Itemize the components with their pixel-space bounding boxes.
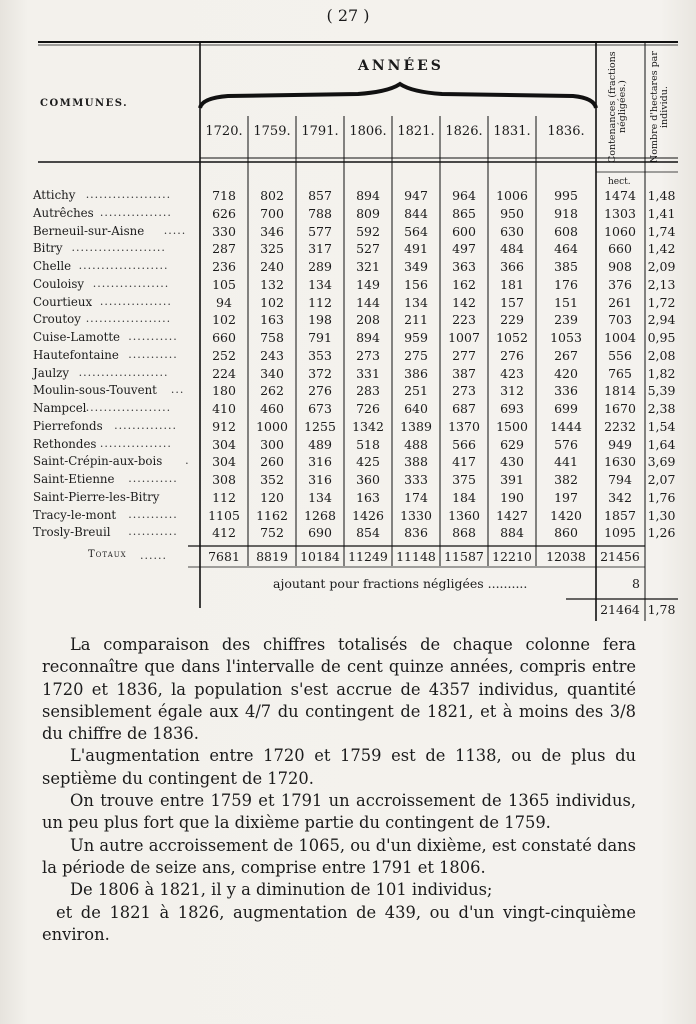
population-cell: 868 bbox=[452, 525, 476, 541]
population-cell: 252 bbox=[212, 347, 236, 363]
population-cell: 105 bbox=[212, 276, 236, 292]
leader-dots: ...... bbox=[140, 549, 167, 562]
population-cell: 491 bbox=[404, 241, 428, 257]
commune-name: Bitry bbox=[33, 241, 63, 256]
ratio-cell: 0,95 bbox=[647, 330, 676, 345]
population-cell: 184 bbox=[452, 489, 476, 505]
population-cell: 134 bbox=[308, 489, 332, 505]
table-row bbox=[28, 188, 678, 204]
population-cell: 251 bbox=[404, 383, 428, 399]
ratio-cell: 1,42 bbox=[647, 241, 676, 257]
population-cell: 959 bbox=[404, 330, 428, 345]
population-cell: 700 bbox=[260, 205, 284, 221]
population-cell: 156 bbox=[404, 276, 428, 292]
header-communes: COMMUNES. bbox=[40, 98, 129, 109]
totals-row bbox=[28, 549, 678, 565]
population-cell: 497 bbox=[452, 241, 476, 257]
population-cell: 884 bbox=[500, 525, 524, 541]
population-cell: 791 bbox=[308, 330, 332, 345]
grand-total-contenance: 21464 bbox=[600, 602, 640, 617]
population-cell: 1006 bbox=[496, 188, 528, 203]
commune-name: Chelle bbox=[33, 259, 72, 273]
leader-dots: .............. bbox=[114, 418, 178, 432]
ratio-cell: 2,09 bbox=[647, 259, 676, 274]
body-text bbox=[42, 634, 636, 946]
population-cell: 336 bbox=[554, 383, 578, 399]
population-cell: 340 bbox=[260, 365, 284, 381]
population-cell: 276 bbox=[308, 383, 332, 399]
year-1826: 1826. bbox=[445, 124, 483, 139]
leader-dots: ........... bbox=[128, 507, 178, 521]
commune-name: Jaulzy bbox=[33, 365, 70, 380]
header-contenances: Contenances (fractions négligées.) bbox=[607, 51, 628, 163]
population-cell: 316 bbox=[308, 454, 332, 470]
table-row bbox=[28, 366, 678, 382]
population-cell: 180 bbox=[212, 383, 236, 399]
ratio-cell: 2,08 bbox=[647, 347, 676, 363]
ratio-cell: 2,38 bbox=[647, 401, 676, 416]
commune-name: Hautefontaine bbox=[33, 347, 119, 362]
population-cell: 626 bbox=[212, 205, 236, 221]
population-cell: 349 bbox=[404, 259, 428, 274]
population-cell: 239 bbox=[554, 312, 578, 328]
population-cell: 243 bbox=[260, 347, 284, 363]
population-cell: 120 bbox=[260, 489, 284, 505]
population-cell: 1426 bbox=[352, 507, 384, 523]
contenance-cell: 261 bbox=[608, 294, 632, 310]
population-cell: 964 bbox=[452, 188, 476, 203]
grand-total-ratio: 1,78 bbox=[647, 602, 676, 617]
commune-name: Saint-Etienne bbox=[33, 472, 115, 486]
population-cell: 564 bbox=[404, 223, 428, 239]
ratio-cell: 1,72 bbox=[647, 294, 676, 310]
population-cell: 857 bbox=[308, 188, 332, 203]
population-cell: 527 bbox=[356, 241, 380, 257]
leader-dots: ................ bbox=[99, 436, 172, 450]
totals-label: Totaux bbox=[88, 549, 127, 560]
population-cell: 484 bbox=[500, 241, 524, 257]
ratio-cell: 1,54 bbox=[647, 418, 676, 434]
leader-dots: ................... bbox=[85, 312, 172, 326]
table-row bbox=[28, 330, 678, 346]
population-cell: 162 bbox=[452, 276, 476, 292]
contenance-cell: 1630 bbox=[604, 454, 636, 470]
population-cell: 918 bbox=[554, 205, 578, 221]
page-number: ( 27 ) bbox=[326, 6, 370, 25]
total-1831: 12210 bbox=[492, 549, 532, 564]
population-cell: 283 bbox=[356, 383, 380, 399]
population-cell: 1389 bbox=[400, 418, 432, 434]
population-cell: 488 bbox=[404, 436, 428, 452]
total-1821: 11148 bbox=[396, 549, 436, 564]
population-cell: 673 bbox=[308, 401, 332, 416]
population-cell: 726 bbox=[356, 401, 380, 416]
population-cell: 660 bbox=[212, 330, 236, 345]
contenance-cell: 1303 bbox=[604, 205, 636, 221]
ratio-cell: 1,26 bbox=[647, 525, 676, 541]
population-cell: 860 bbox=[554, 525, 578, 541]
leader-dots: ........... bbox=[128, 330, 178, 343]
population-cell: 366 bbox=[500, 259, 524, 274]
population-cell: 197 bbox=[554, 489, 578, 505]
ratio-cell: 1,30 bbox=[647, 507, 676, 523]
population-cell: 208 bbox=[356, 312, 380, 328]
population-cell: 132 bbox=[260, 276, 284, 292]
population-cell: 854 bbox=[356, 525, 380, 541]
population-cell: 412 bbox=[212, 525, 236, 541]
population-cell: 372 bbox=[308, 365, 332, 381]
population-cell: 592 bbox=[356, 223, 380, 239]
population-cell: 330 bbox=[212, 223, 236, 239]
population-cell: 262 bbox=[260, 383, 284, 399]
population-cell: 950 bbox=[500, 205, 524, 221]
population-cell: 163 bbox=[356, 489, 380, 505]
population-cell: 425 bbox=[356, 454, 380, 470]
population-cell: 1427 bbox=[496, 507, 528, 523]
contenance-cell: 556 bbox=[608, 347, 632, 363]
year-1720: 1720. bbox=[205, 124, 243, 139]
table-row bbox=[28, 206, 678, 222]
table-row bbox=[28, 437, 678, 453]
contenance-cell: 1095 bbox=[604, 525, 636, 541]
population-cell: 312 bbox=[500, 383, 524, 399]
total-1759: 8819 bbox=[256, 549, 288, 564]
population-cell: 410 bbox=[212, 401, 236, 416]
population-cell: 163 bbox=[260, 312, 284, 328]
leader-dots: ..... bbox=[163, 223, 187, 237]
population-cell: 273 bbox=[356, 347, 380, 363]
population-cell: 229 bbox=[500, 312, 524, 328]
year-1759: 1759. bbox=[253, 124, 291, 139]
population-cell: 995 bbox=[554, 188, 578, 203]
population-cell: 1268 bbox=[304, 507, 336, 523]
unit-hect: hect. bbox=[608, 177, 631, 187]
contenance-cell: 908 bbox=[608, 259, 632, 274]
year-1821: 1821. bbox=[397, 124, 435, 139]
table-row bbox=[28, 295, 678, 311]
population-cell: 112 bbox=[308, 294, 332, 310]
population-cell: 788 bbox=[308, 205, 332, 221]
population-cell: 102 bbox=[260, 294, 284, 310]
contenance-cell: 1670 bbox=[604, 401, 636, 416]
population-cell: 387 bbox=[452, 365, 476, 381]
population-cell: 316 bbox=[308, 472, 332, 487]
population-cell: 382 bbox=[554, 472, 578, 487]
population-cell: 699 bbox=[554, 401, 578, 416]
commune-name: Courtieux bbox=[33, 294, 93, 309]
population-cell: 224 bbox=[212, 365, 236, 381]
table-row bbox=[28, 241, 678, 257]
population-cell: 181 bbox=[500, 276, 524, 292]
ratio-cell: 1,74 bbox=[647, 223, 676, 239]
contenance-cell: 342 bbox=[608, 489, 632, 505]
ratio-cell: 2,13 bbox=[647, 276, 676, 292]
population-cell: 352 bbox=[260, 472, 284, 487]
commune-name: Saint-Pierre-les-Bitry bbox=[33, 489, 160, 504]
population-cell: 600 bbox=[452, 223, 476, 239]
ajout-value: 8 bbox=[632, 576, 640, 591]
population-cell: 287 bbox=[212, 241, 236, 257]
paragraph: Un autre accroissement de 1065, ou d'un dixième, est constaté dans la période de seize ans, comprise entre 1791 et 1806. bbox=[42, 835, 636, 877]
population-cell: 577 bbox=[308, 223, 332, 239]
leader-dots: ........... bbox=[128, 472, 178, 485]
commune-name: Trosly-Breuil bbox=[33, 525, 111, 540]
total-1791: 10184 bbox=[300, 549, 340, 564]
table-row bbox=[28, 312, 678, 328]
table-row bbox=[28, 419, 678, 435]
population-cell: 198 bbox=[308, 312, 332, 328]
total-1826: 11587 bbox=[444, 549, 484, 564]
population-cell: 1052 bbox=[496, 330, 528, 345]
population-cell: 693 bbox=[500, 401, 524, 416]
commune-name: Cuise-Lamotte bbox=[33, 330, 121, 344]
population-cell: 375 bbox=[452, 472, 476, 487]
population-cell: 289 bbox=[308, 259, 332, 274]
population-cell: 718 bbox=[212, 188, 236, 203]
population-cell: 802 bbox=[260, 188, 284, 203]
population-cell: 1370 bbox=[448, 418, 480, 434]
table-row bbox=[28, 525, 678, 541]
table-row bbox=[28, 348, 678, 364]
ratio-cell: 3,69 bbox=[647, 454, 676, 470]
population-cell: 276 bbox=[500, 347, 524, 363]
population-cell: 134 bbox=[308, 276, 332, 292]
population-cell: 1444 bbox=[550, 418, 582, 434]
population-cell: 836 bbox=[404, 525, 428, 541]
population-cell: 174 bbox=[404, 489, 428, 505]
population-cell: 420 bbox=[554, 365, 578, 381]
population-cell: 223 bbox=[452, 312, 476, 328]
population-cell: 894 bbox=[356, 188, 380, 203]
total-contenance: 21456 bbox=[600, 549, 640, 564]
paragraph: et de 1821 à 1826, augmentation de 439, ou d'un vingt-cinquième environ. bbox=[42, 902, 636, 944]
population-cell: 752 bbox=[260, 525, 284, 541]
population-cell: 423 bbox=[500, 365, 524, 381]
population-cell: 363 bbox=[452, 259, 476, 274]
population-cell: 518 bbox=[356, 436, 380, 452]
ratio-cell: 1,76 bbox=[647, 489, 676, 505]
paragraph: L'augmentation entre 1720 et 1759 est de 1138, ou de plus du septième du contingent de 1720. bbox=[42, 746, 636, 788]
contenance-cell: 2232 bbox=[604, 418, 636, 434]
population-cell: 308 bbox=[212, 472, 236, 487]
leader-dots: .................... bbox=[78, 259, 169, 272]
contenance-cell: 660 bbox=[608, 241, 632, 257]
population-cell: 267 bbox=[554, 347, 578, 363]
population-cell: 758 bbox=[260, 330, 284, 345]
commune-name: Nampcel bbox=[33, 401, 87, 415]
population-cell: 1360 bbox=[448, 507, 480, 523]
contenance-cell: 949 bbox=[608, 436, 632, 452]
commune-name: Berneuil-sur-Aisne bbox=[33, 223, 145, 238]
contenance-cell: 376 bbox=[608, 276, 632, 292]
contenance-cell: 765 bbox=[608, 365, 632, 381]
total-1806: 11249 bbox=[348, 549, 388, 564]
table-row bbox=[28, 508, 678, 524]
population-cell: 1500 bbox=[496, 418, 528, 434]
population-cell: 1162 bbox=[256, 507, 288, 523]
population-cell: 325 bbox=[260, 241, 284, 257]
year-1831: 1831. bbox=[493, 124, 531, 139]
year-1836: 1836. bbox=[547, 124, 585, 139]
ratio-cell: 1,82 bbox=[647, 365, 676, 381]
population-cell: 417 bbox=[452, 454, 476, 470]
population-cell: 317 bbox=[308, 241, 332, 257]
population-cell: 360 bbox=[356, 472, 380, 487]
population-cell: 386 bbox=[404, 365, 428, 381]
population-cell: 260 bbox=[260, 454, 284, 470]
population-cell: 176 bbox=[554, 276, 578, 292]
contenance-cell: 1060 bbox=[604, 223, 636, 239]
commune-name: Autrêches bbox=[33, 205, 94, 220]
population-cell: 144 bbox=[356, 294, 380, 310]
ratio-cell: 5,39 bbox=[647, 383, 676, 399]
population-cell: 391 bbox=[500, 472, 524, 487]
population-cell: 94 bbox=[216, 294, 232, 310]
population-cell: 333 bbox=[404, 472, 428, 487]
leader-dots: .................... bbox=[78, 365, 169, 379]
year-1791: 1791. bbox=[301, 124, 339, 139]
table-row bbox=[28, 383, 678, 399]
population-cell: 640 bbox=[404, 401, 428, 416]
header-nombre-hectares: Nombre d'hectares par individu. bbox=[649, 51, 670, 163]
population-cell: 1105 bbox=[208, 507, 240, 523]
population-cell: 1053 bbox=[550, 330, 582, 345]
leader-dots: ................... bbox=[85, 188, 172, 201]
commune-name: Saint-Crépin-aux-bois bbox=[33, 454, 163, 469]
ajout-label: ajoutant pour fractions négligées .......... bbox=[273, 576, 528, 591]
contenance-cell: 1004 bbox=[604, 330, 636, 345]
leader-dots: ..................... bbox=[71, 241, 166, 255]
paragraph: On trouve entre 1759 et 1791 un accroissement de 1365 individus, un peu plus fort que la dixième partie du contingent de 1759. bbox=[42, 791, 636, 833]
contenance-cell: 703 bbox=[608, 312, 632, 328]
population-cell: 1420 bbox=[550, 507, 582, 523]
contenance-cell: 1474 bbox=[604, 188, 636, 203]
population-cell: 321 bbox=[356, 259, 380, 274]
ratio-cell: 1,48 bbox=[647, 188, 676, 203]
population-cell: 1007 bbox=[448, 330, 480, 345]
population-cell: 240 bbox=[260, 259, 284, 274]
population-cell: 190 bbox=[500, 489, 524, 505]
population-cell: 134 bbox=[404, 294, 428, 310]
paragraph: La comparaison des chiffres totalisés de chaque colonne fera reconnaître que dans l'intervalle de cent quinze années, compris entre 1720 et 1836, la population s'est accrue de 4357 individus, quantité sensiblement égale aux 4/7 du contingent de 1821, et à moins des 3/8 du chiffre de 1836. bbox=[42, 635, 636, 744]
leader-dots: ........... bbox=[128, 347, 178, 361]
leader-dots: ................ bbox=[99, 294, 172, 308]
commune-name: Rethondes bbox=[33, 436, 97, 451]
ratio-cell: 2,07 bbox=[647, 472, 676, 487]
population-cell: 236 bbox=[212, 259, 236, 274]
contenance-cell: 1814 bbox=[604, 383, 636, 399]
population-cell: 690 bbox=[308, 525, 332, 541]
population-cell: 388 bbox=[404, 454, 428, 470]
population-cell: 211 bbox=[404, 312, 428, 328]
total-1720: 7681 bbox=[208, 549, 240, 564]
population-cell: 865 bbox=[452, 205, 476, 221]
total-1836: 12038 bbox=[546, 549, 586, 564]
table-row bbox=[28, 277, 678, 293]
population-cell: 277 bbox=[452, 347, 476, 363]
population-cell: 300 bbox=[260, 436, 284, 452]
population-cell: 275 bbox=[404, 347, 428, 363]
population-cell: 608 bbox=[554, 223, 578, 239]
population-cell: 157 bbox=[500, 294, 524, 310]
population-cell: 430 bbox=[500, 454, 524, 470]
table-row bbox=[28, 472, 678, 488]
commune-name: Attichy bbox=[33, 188, 76, 202]
population-cell: 894 bbox=[356, 330, 380, 345]
population-cell: 304 bbox=[212, 454, 236, 470]
table-row bbox=[28, 454, 678, 470]
paragraph: De 1806 à 1821, il y a diminution de 101 individus; bbox=[70, 880, 493, 900]
population-cell: 142 bbox=[452, 294, 476, 310]
population-cell: 102 bbox=[212, 312, 236, 328]
population-cell: 566 bbox=[452, 436, 476, 452]
ratio-cell: 2,94 bbox=[647, 312, 676, 328]
population-cell: 304 bbox=[212, 436, 236, 452]
population-cell: 1255 bbox=[304, 418, 336, 434]
population-cell: 460 bbox=[260, 401, 284, 416]
leader-dots: ................... bbox=[85, 401, 172, 414]
population-table bbox=[28, 36, 678, 621]
population-cell: 576 bbox=[554, 436, 578, 452]
population-cell: 687 bbox=[452, 401, 476, 416]
table-row bbox=[28, 401, 678, 417]
commune-name: Tracy-le-mont bbox=[33, 507, 117, 522]
population-cell: 489 bbox=[308, 436, 332, 452]
table-row bbox=[28, 490, 678, 506]
population-cell: 809 bbox=[356, 205, 380, 221]
population-cell: 629 bbox=[500, 436, 524, 452]
ratio-cell: 1,64 bbox=[647, 436, 676, 452]
header-annees: ANNÉES bbox=[358, 58, 444, 74]
leader-dots: ................. bbox=[92, 276, 170, 290]
population-cell: 331 bbox=[356, 365, 380, 381]
leader-dots: ................ bbox=[99, 205, 172, 219]
population-cell: 1342 bbox=[352, 418, 384, 434]
population-cell: 947 bbox=[404, 188, 428, 203]
leader-dots: ........... bbox=[128, 525, 178, 539]
population-cell: 630 bbox=[500, 223, 524, 239]
population-cell: 149 bbox=[356, 276, 380, 292]
population-cell: 353 bbox=[308, 347, 332, 363]
population-cell: 912 bbox=[212, 418, 236, 434]
year-1806: 1806. bbox=[349, 124, 387, 139]
ratio-cell: 1,41 bbox=[647, 205, 676, 221]
population-cell: 273 bbox=[452, 383, 476, 399]
table-row bbox=[28, 224, 678, 240]
commune-name: Moulin-sous-Touvent bbox=[33, 383, 157, 398]
population-cell: 1330 bbox=[400, 507, 432, 523]
commune-name: Pierrefonds bbox=[33, 418, 103, 433]
population-cell: 346 bbox=[260, 223, 284, 239]
leader-dots: ... bbox=[170, 383, 185, 397]
contenance-cell: 1857 bbox=[604, 507, 636, 523]
commune-name: Couloisy bbox=[33, 276, 85, 291]
contenance-cell: 794 bbox=[608, 472, 632, 487]
population-cell: 464 bbox=[554, 241, 578, 257]
population-cell: 844 bbox=[404, 205, 428, 221]
table-row bbox=[28, 259, 678, 275]
commune-name: Croutoy bbox=[33, 312, 81, 327]
population-cell: 1000 bbox=[256, 418, 288, 434]
population-cell: 385 bbox=[554, 259, 578, 274]
leader-dots: . bbox=[185, 454, 190, 468]
population-cell: 441 bbox=[554, 454, 578, 470]
population-cell: 112 bbox=[212, 489, 236, 505]
population-cell: 151 bbox=[554, 294, 578, 310]
